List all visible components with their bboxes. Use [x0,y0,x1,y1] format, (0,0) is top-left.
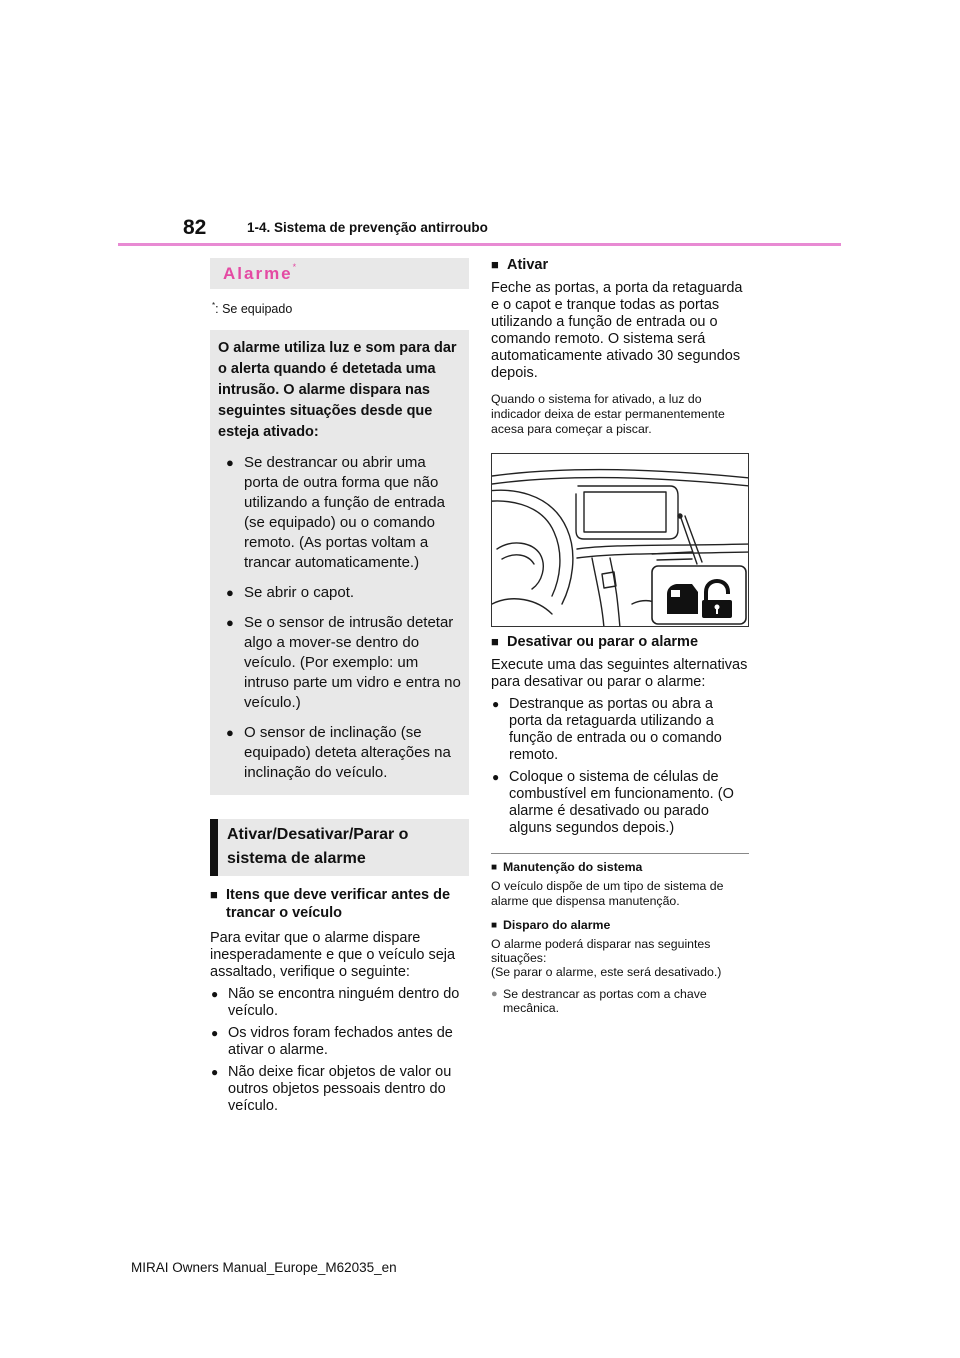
trigger-text-2: (Se parar o alarme, este será desativado.) [491,965,722,979]
footnote-mark: * [212,301,216,310]
list-item: ● Se abrir o capot. [226,584,355,602]
footnote [212,301,469,316]
page-number: 82 [183,216,207,239]
list-item: ● Destranque as portas ou abra a porta da retaguarda utilizando a função de entrada ou o comando remoto. [492,696,722,763]
deactivate-list [491,696,749,837]
alarm-title-bar [210,258,469,289]
footnote-text: : Se equipado [215,302,293,317]
list-item: ● Se o sensor de intrusão detetar algo a mover-se dentro do veículo. (Por exemplo: um intruso parte um vidro e entra no veículo.) [226,614,461,712]
footer: MIRAI Owners Manual_Europe_M62035_en [131,1260,397,1275]
alarm-intro: O alarme utiliza luz e som para dar o alerta quando é detetada uma intrusão. O alarme dispara nas seguintes situações desde que esteja ativado: [218,340,457,441]
bullet-icon: ● [226,455,234,471]
deactivate-intro: Execute uma das seguintes alternativas para desativar ou parar o alarme: [491,657,748,690]
activate-heading: ■ Ativar [491,257,549,273]
deactivate-heading: ■ Desativar ou parar o alarme [491,634,699,650]
bullet-icon: ● [492,697,500,711]
square-bullet-icon: ■ [491,920,498,931]
maintenance-heading: ■ Manutenção do sistema [491,860,643,874]
check-intro: Para evitar que o alarme dispare inesperadamente e que o veículo seja assaltado, verifique o seguinte: [210,930,456,981]
bullet-icon: ● [226,725,234,741]
list-item: ● Coloque o sistema de células de combustível em funcionamento. (O alarme é desativado ou parado alguns segundos depois.) [492,769,734,836]
title-footnote-mark: * [292,262,297,272]
maintenance-text: O veículo dispõe de um tipo de sistema de alarme que dispensa manutenção. [491,879,724,908]
bullet-icon: ● [491,988,498,1000]
check-heading: ■ Itens que deve verificar antes de trancar o veículo [210,887,451,922]
bullet-icon: ● [211,1026,219,1041]
right-column [491,256,749,1015]
check-list [210,986,469,1115]
alarm-intro-box [210,330,469,795]
subsection-title: Ativar/Desativar/Parar o sistema de alarme [227,826,409,868]
bullet-icon: ● [226,585,234,601]
list-item: ● Não se encontra ninguém dentro do veículo. [211,986,460,1020]
trigger-heading: ■ Disparo do alarme [491,918,611,932]
list-item: ● Se destrancar as portas com a chave mecânica. [491,987,707,1015]
section-title: 1-4. Sistema de prevenção antirroubo [247,220,488,235]
notes-divider [491,853,749,854]
bullet-icon: ● [492,770,500,784]
alarm-title: Alarme [223,264,293,283]
activate-text: Feche as portas, a porta da retaguarda e o capot e tranque todas as portas utilizando a função de entrada ou o comando remoto. O sistema será automaticamente ativado 30 segundos depois. [491,280,743,381]
subsection-title-bar [210,819,469,876]
activate-note: Quando o sistema for ativado, a luz do indicador deixa de estar permanentemente acesa para começar a piscar. [491,392,725,436]
bullet-icon: ● [211,987,219,1002]
alarm-conditions-list [218,453,461,783]
list-item: ● Os vidros foram fechados antes de ativar o alarme. [211,1025,453,1059]
square-bullet-icon: ■ [491,634,499,649]
dashboard-indicator-illustration [491,453,749,627]
bullet-icon: ● [211,1065,219,1080]
header-rule [118,243,841,246]
dashboard-illustration [492,454,749,627]
square-bullet-icon: ■ [210,887,218,903]
trigger-list [491,987,749,1015]
square-bullet-icon: ■ [491,862,498,873]
square-bullet-icon: ■ [491,257,499,272]
bullet-icon: ● [226,615,234,631]
list-item: ● Não deixe ficar objetos de valor ou outros objetos pessoais dentro do veículo. [211,1064,452,1115]
trigger-text-1: O alarme poderá disparar nas seguintes situações: [491,937,711,965]
list-item: ● O sensor de inclinação (se equipado) deteta alterações na inclinação do veículo. [226,724,451,782]
list-item: ● Se destrancar ou abrir uma porta de outra forma que não utilizando a função de entrada (se equipado) ou o comando remoto. (As portas voltam a trancar automaticamente.) [226,454,445,572]
left-column [210,258,469,1115]
